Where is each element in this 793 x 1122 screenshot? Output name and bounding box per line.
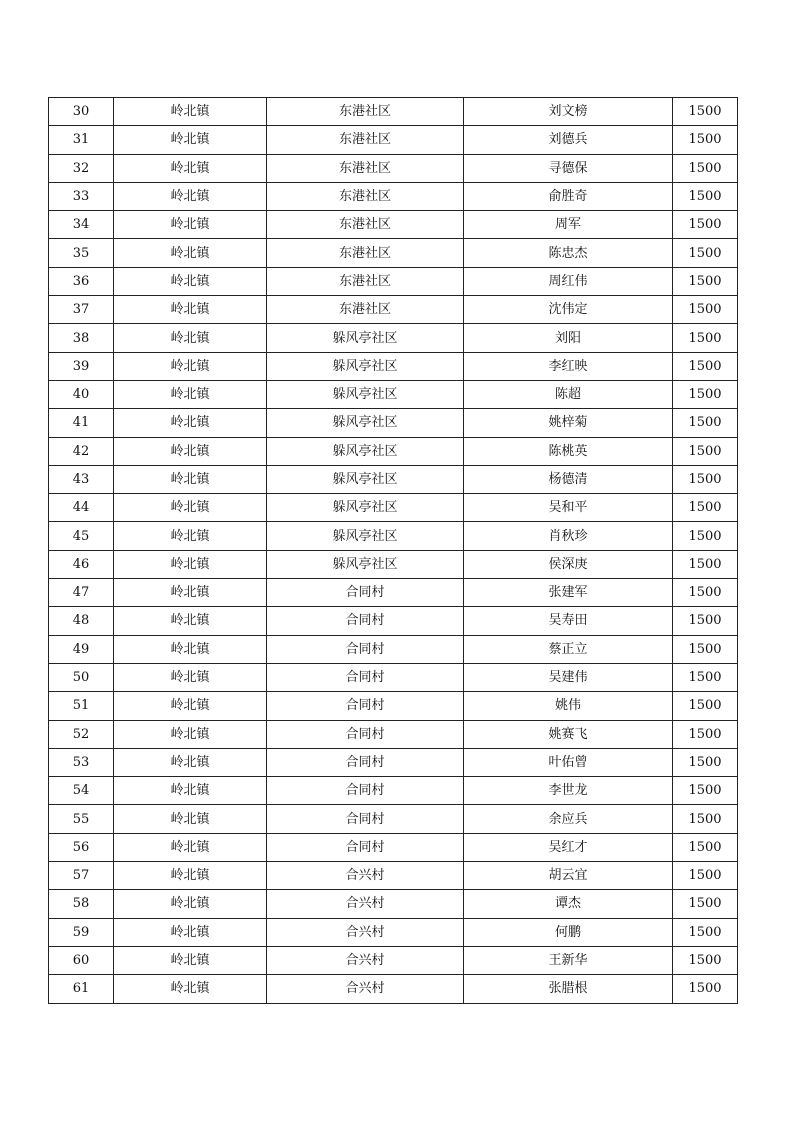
cell-name: 沈伟定 (464, 296, 673, 324)
table-row (49, 494, 738, 522)
cell-number: 34 (49, 211, 114, 239)
cell-village: 东港社区 (267, 182, 464, 210)
cell-village: 东港社区 (267, 98, 464, 126)
cell-town: 岭北镇 (114, 352, 267, 380)
cell-village: 躲风亭社区 (267, 437, 464, 465)
cell-village: 东港社区 (267, 211, 464, 239)
cell-name: 陈忠杰 (464, 239, 673, 267)
cell-town: 岭北镇 (114, 239, 267, 267)
cell-number: 50 (49, 663, 114, 691)
cell-village: 东港社区 (267, 154, 464, 182)
cell-name: 周红伟 (464, 267, 673, 295)
table-row (49, 380, 738, 408)
table-row (49, 862, 738, 890)
cell-town: 岭北镇 (114, 437, 267, 465)
cell-amount: 1500 (673, 296, 738, 324)
cell-town: 岭北镇 (114, 465, 267, 493)
cell-amount: 1500 (673, 805, 738, 833)
cell-village: 合兴村 (267, 862, 464, 890)
cell-number: 56 (49, 833, 114, 861)
cell-number: 32 (49, 154, 114, 182)
cell-number: 30 (49, 98, 114, 126)
cell-village: 东港社区 (267, 126, 464, 154)
table-row (49, 720, 738, 748)
cell-number: 58 (49, 890, 114, 918)
cell-name: 李红映 (464, 352, 673, 380)
cell-amount: 1500 (673, 409, 738, 437)
cell-amount: 1500 (673, 663, 738, 691)
cell-number: 49 (49, 635, 114, 663)
cell-number: 45 (49, 522, 114, 550)
cell-village: 合同村 (267, 663, 464, 691)
cell-amount: 1500 (673, 579, 738, 607)
cell-amount: 1500 (673, 720, 738, 748)
table-row (49, 98, 738, 126)
cell-number: 55 (49, 805, 114, 833)
table-row (49, 211, 738, 239)
cell-number: 52 (49, 720, 114, 748)
cell-village: 躲风亭社区 (267, 409, 464, 437)
cell-amount: 1500 (673, 98, 738, 126)
cell-name: 肖秋珍 (464, 522, 673, 550)
cell-town: 岭北镇 (114, 777, 267, 805)
cell-town: 岭北镇 (114, 267, 267, 295)
cell-amount: 1500 (673, 239, 738, 267)
cell-name: 李世龙 (464, 777, 673, 805)
cell-amount: 1500 (673, 182, 738, 210)
cell-amount: 1500 (673, 862, 738, 890)
cell-town: 岭北镇 (114, 748, 267, 776)
cell-number: 31 (49, 126, 114, 154)
cell-village: 躲风亭社区 (267, 324, 464, 352)
cell-town: 岭北镇 (114, 154, 267, 182)
cell-town: 岭北镇 (114, 720, 267, 748)
cell-town: 岭北镇 (114, 918, 267, 946)
cell-town: 岭北镇 (114, 635, 267, 663)
cell-amount: 1500 (673, 692, 738, 720)
cell-village: 合兴村 (267, 946, 464, 974)
table-row (49, 975, 738, 1003)
cell-village: 躲风亭社区 (267, 522, 464, 550)
cell-name: 吴寿田 (464, 607, 673, 635)
cell-number: 40 (49, 380, 114, 408)
cell-town: 岭北镇 (114, 890, 267, 918)
cell-town: 岭北镇 (114, 975, 267, 1003)
table-row (49, 748, 738, 776)
cell-name: 胡云宜 (464, 862, 673, 890)
cell-number: 48 (49, 607, 114, 635)
cell-amount: 1500 (673, 126, 738, 154)
table-row (49, 267, 738, 295)
cell-town: 岭北镇 (114, 211, 267, 239)
cell-name: 刘文榜 (464, 98, 673, 126)
cell-number: 51 (49, 692, 114, 720)
cell-name: 周军 (464, 211, 673, 239)
cell-town: 岭北镇 (114, 862, 267, 890)
cell-number: 46 (49, 550, 114, 578)
cell-name: 吴和平 (464, 494, 673, 522)
table-row (49, 579, 738, 607)
cell-amount: 1500 (673, 154, 738, 182)
table-row (49, 550, 738, 578)
cell-town: 岭北镇 (114, 550, 267, 578)
cell-amount: 1500 (673, 465, 738, 493)
cell-number: 44 (49, 494, 114, 522)
cell-village: 合兴村 (267, 918, 464, 946)
cell-village: 躲风亭社区 (267, 380, 464, 408)
cell-number: 38 (49, 324, 114, 352)
cell-amount: 1500 (673, 833, 738, 861)
cell-town: 岭北镇 (114, 324, 267, 352)
cell-amount: 1500 (673, 522, 738, 550)
cell-name: 陈桃英 (464, 437, 673, 465)
table-row (49, 918, 738, 946)
cell-amount: 1500 (673, 267, 738, 295)
cell-village: 合同村 (267, 805, 464, 833)
cell-town: 岭北镇 (114, 296, 267, 324)
cell-village: 合同村 (267, 579, 464, 607)
cell-town: 岭北镇 (114, 833, 267, 861)
cell-town: 岭北镇 (114, 946, 267, 974)
cell-town: 岭北镇 (114, 494, 267, 522)
cell-number: 53 (49, 748, 114, 776)
cell-amount: 1500 (673, 607, 738, 635)
cell-town: 岭北镇 (114, 522, 267, 550)
cell-town: 岭北镇 (114, 126, 267, 154)
cell-amount: 1500 (673, 494, 738, 522)
cell-village: 合同村 (267, 833, 464, 861)
cell-village: 躲风亭社区 (267, 352, 464, 380)
cell-number: 41 (49, 409, 114, 437)
cell-name: 何鹏 (464, 918, 673, 946)
table-row (49, 833, 738, 861)
cell-name: 姚梓菊 (464, 409, 673, 437)
table-row (49, 692, 738, 720)
roster-table (48, 97, 738, 1004)
cell-village: 合兴村 (267, 890, 464, 918)
cell-name: 张建军 (464, 579, 673, 607)
cell-amount: 1500 (673, 918, 738, 946)
cell-number: 60 (49, 946, 114, 974)
cell-amount: 1500 (673, 352, 738, 380)
cell-number: 57 (49, 862, 114, 890)
cell-name: 刘德兵 (464, 126, 673, 154)
cell-amount: 1500 (673, 777, 738, 805)
table-row (49, 126, 738, 154)
cell-number: 36 (49, 267, 114, 295)
cell-number: 43 (49, 465, 114, 493)
cell-name: 蔡正立 (464, 635, 673, 663)
cell-village: 躲风亭社区 (267, 465, 464, 493)
table-row (49, 890, 738, 918)
cell-village: 合兴村 (267, 975, 464, 1003)
cell-number: 59 (49, 918, 114, 946)
cell-name: 王新华 (464, 946, 673, 974)
cell-village: 躲风亭社区 (267, 494, 464, 522)
table-row (49, 154, 738, 182)
cell-town: 岭北镇 (114, 607, 267, 635)
cell-town: 岭北镇 (114, 182, 267, 210)
cell-town: 岭北镇 (114, 663, 267, 691)
table-row (49, 352, 738, 380)
cell-village: 合同村 (267, 635, 464, 663)
cell-number: 35 (49, 239, 114, 267)
cell-amount: 1500 (673, 437, 738, 465)
cell-village: 合同村 (267, 777, 464, 805)
table-row (49, 946, 738, 974)
table-row (49, 409, 738, 437)
table-row (49, 465, 738, 493)
cell-amount: 1500 (673, 211, 738, 239)
cell-name: 余应兵 (464, 805, 673, 833)
cell-amount: 1500 (673, 380, 738, 408)
cell-amount: 1500 (673, 890, 738, 918)
cell-village: 东港社区 (267, 239, 464, 267)
cell-amount: 1500 (673, 748, 738, 776)
cell-number: 54 (49, 777, 114, 805)
cell-village: 躲风亭社区 (267, 550, 464, 578)
roster-table-body (49, 98, 738, 1004)
cell-town: 岭北镇 (114, 579, 267, 607)
table-row (49, 522, 738, 550)
table-row (49, 182, 738, 210)
cell-village: 东港社区 (267, 296, 464, 324)
cell-amount: 1500 (673, 975, 738, 1003)
cell-name: 吴红才 (464, 833, 673, 861)
table-row (49, 607, 738, 635)
cell-name: 陈超 (464, 380, 673, 408)
cell-name: 寻德保 (464, 154, 673, 182)
cell-amount: 1500 (673, 324, 738, 352)
cell-village: 合同村 (267, 607, 464, 635)
cell-number: 39 (49, 352, 114, 380)
cell-name: 俞胜奇 (464, 182, 673, 210)
cell-name: 叶佑曾 (464, 748, 673, 776)
cell-town: 岭北镇 (114, 380, 267, 408)
cell-town: 岭北镇 (114, 98, 267, 126)
table-row (49, 239, 738, 267)
cell-number: 47 (49, 579, 114, 607)
cell-number: 33 (49, 182, 114, 210)
cell-name: 侯深庚 (464, 550, 673, 578)
cell-number: 61 (49, 975, 114, 1003)
cell-name: 姚伟 (464, 692, 673, 720)
cell-amount: 1500 (673, 635, 738, 663)
cell-town: 岭北镇 (114, 805, 267, 833)
cell-village: 合同村 (267, 692, 464, 720)
table-row (49, 805, 738, 833)
cell-number: 37 (49, 296, 114, 324)
table-row (49, 663, 738, 691)
cell-number: 42 (49, 437, 114, 465)
cell-name: 刘阳 (464, 324, 673, 352)
cell-name: 杨德清 (464, 465, 673, 493)
cell-town: 岭北镇 (114, 692, 267, 720)
cell-town: 岭北镇 (114, 409, 267, 437)
table-row (49, 296, 738, 324)
table-row (49, 324, 738, 352)
cell-name: 吴建伟 (464, 663, 673, 691)
cell-amount: 1500 (673, 946, 738, 974)
table-row (49, 635, 738, 663)
cell-village: 合同村 (267, 720, 464, 748)
cell-village: 合同村 (267, 748, 464, 776)
table-row (49, 437, 738, 465)
cell-name: 姚赛飞 (464, 720, 673, 748)
cell-village: 东港社区 (267, 267, 464, 295)
cell-amount: 1500 (673, 550, 738, 578)
table-row (49, 777, 738, 805)
cell-name: 张腊根 (464, 975, 673, 1003)
cell-name: 谭杰 (464, 890, 673, 918)
